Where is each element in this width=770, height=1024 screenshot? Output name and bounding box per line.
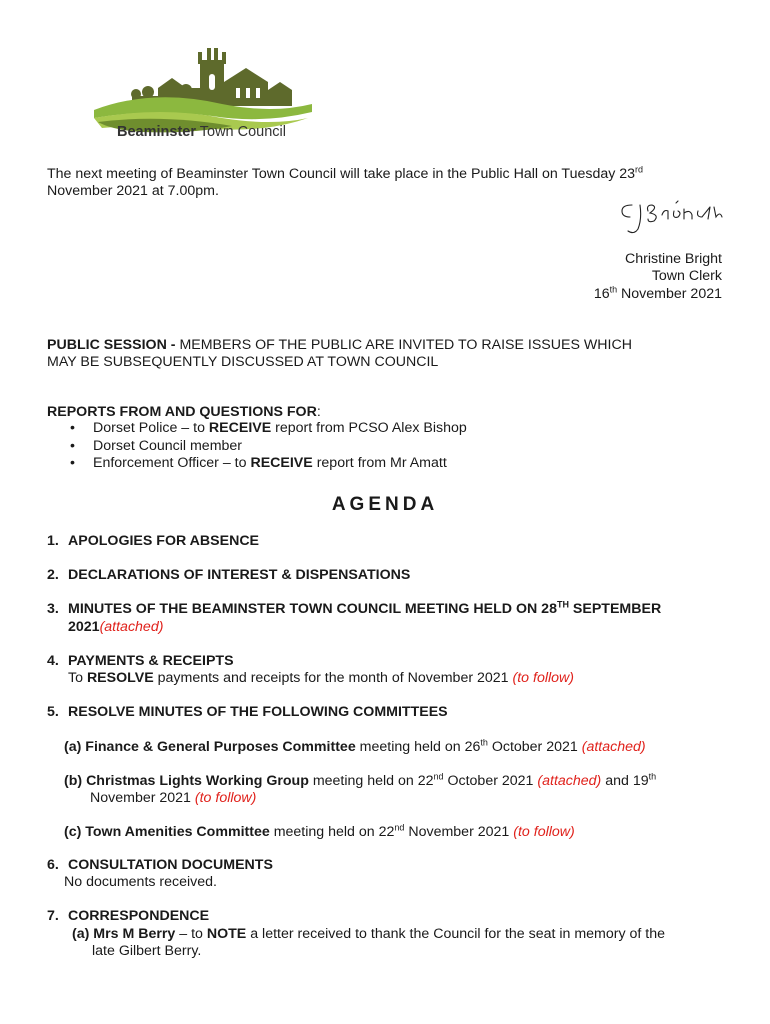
agenda-title: AGENDA bbox=[331, 494, 439, 515]
agenda-item-7a-line-2: late Gilbert Berry. bbox=[92, 943, 202, 959]
agenda-item-2: 2. DECLARATIONS OF INTEREST & DISPENSATIONS bbox=[47, 567, 411, 583]
agenda-item-6-body: No documents received. bbox=[64, 874, 217, 890]
reports-heading: REPORTS FROM AND QUESTIONS FOR: bbox=[47, 404, 321, 420]
public-session-line-2: MAY BE SUBSEQUENTLY DISCUSSED AT TOWN COUNCIL bbox=[47, 354, 439, 370]
list-item: • Enforcement Officer – to RECEIVE report from Mr Amatt bbox=[47, 455, 467, 473]
agenda-item-5b: (b) Christmas Lights Working Group meeting held on 22nd October 2021 (attached) and 19th bbox=[64, 771, 657, 789]
intro-line-1: The next meeting of Beaminster Town Council will take place in the Public Hall on Tuesday 23rd bbox=[47, 164, 644, 182]
agenda-item-5c: (c) Town Amenities Committee meeting held on 22nd November 2021 (to follow) bbox=[64, 822, 575, 840]
agenda-item-4-body: To RESOLVE payments and receipts for the month of November 2021 (to follow) bbox=[68, 670, 575, 686]
agenda-item-5b-line-2: November 2021 (to follow) bbox=[90, 790, 257, 806]
clerk-name: Christine Bright bbox=[625, 251, 722, 267]
logo-wordmark: Beaminster Town Council bbox=[117, 124, 287, 140]
agenda-item-5: 5. RESOLVE MINUTES OF THE FOLLOWING COMMITTEES bbox=[47, 704, 448, 720]
agenda-item-3-line-2: 2021(attached) bbox=[68, 619, 164, 635]
agenda-item-7a: (a) Mrs M Berry – to NOTE a letter received to thank the Council for the seat in memory of the bbox=[72, 926, 666, 942]
agenda-item-5a: (a) Finance & General Purposes Committee meeting held on 26th October 2021 (attached) bbox=[64, 737, 646, 755]
clerk-role: Town Clerk bbox=[651, 268, 722, 284]
agenda-item-7: 7. CORRESPONDENCE bbox=[47, 908, 210, 924]
agenda-item-6: 6. CONSULTATION DOCUMENTS bbox=[47, 857, 273, 873]
intro-line-2: November 2021 at 7.00pm. bbox=[47, 183, 219, 199]
agenda-item-4: 4. PAYMENTS & RECEIPTS bbox=[47, 653, 234, 669]
public-session-line-1: PUBLIC SESSION - MEMBERS OF THE PUBLIC ARE INVITED TO RAISE ISSUES WHICH bbox=[47, 337, 632, 353]
list-item: • Dorset Police – to RECEIVE report from PCSO Alex Bishop bbox=[47, 420, 467, 438]
list-item: • Dorset Council member bbox=[47, 438, 467, 456]
signoff-date: 16th November 2021 bbox=[593, 284, 722, 302]
clerk-signature bbox=[618, 197, 728, 239]
agenda-item-3: 3. MINUTES OF THE BEAMINSTER TOWN COUNCIL MEETING HELD ON 28TH SEPTEMBER bbox=[47, 599, 662, 617]
reports-list bbox=[47, 420, 467, 473]
agenda-item-1: 1. APOLOGIES FOR ABSENCE bbox=[47, 533, 260, 549]
